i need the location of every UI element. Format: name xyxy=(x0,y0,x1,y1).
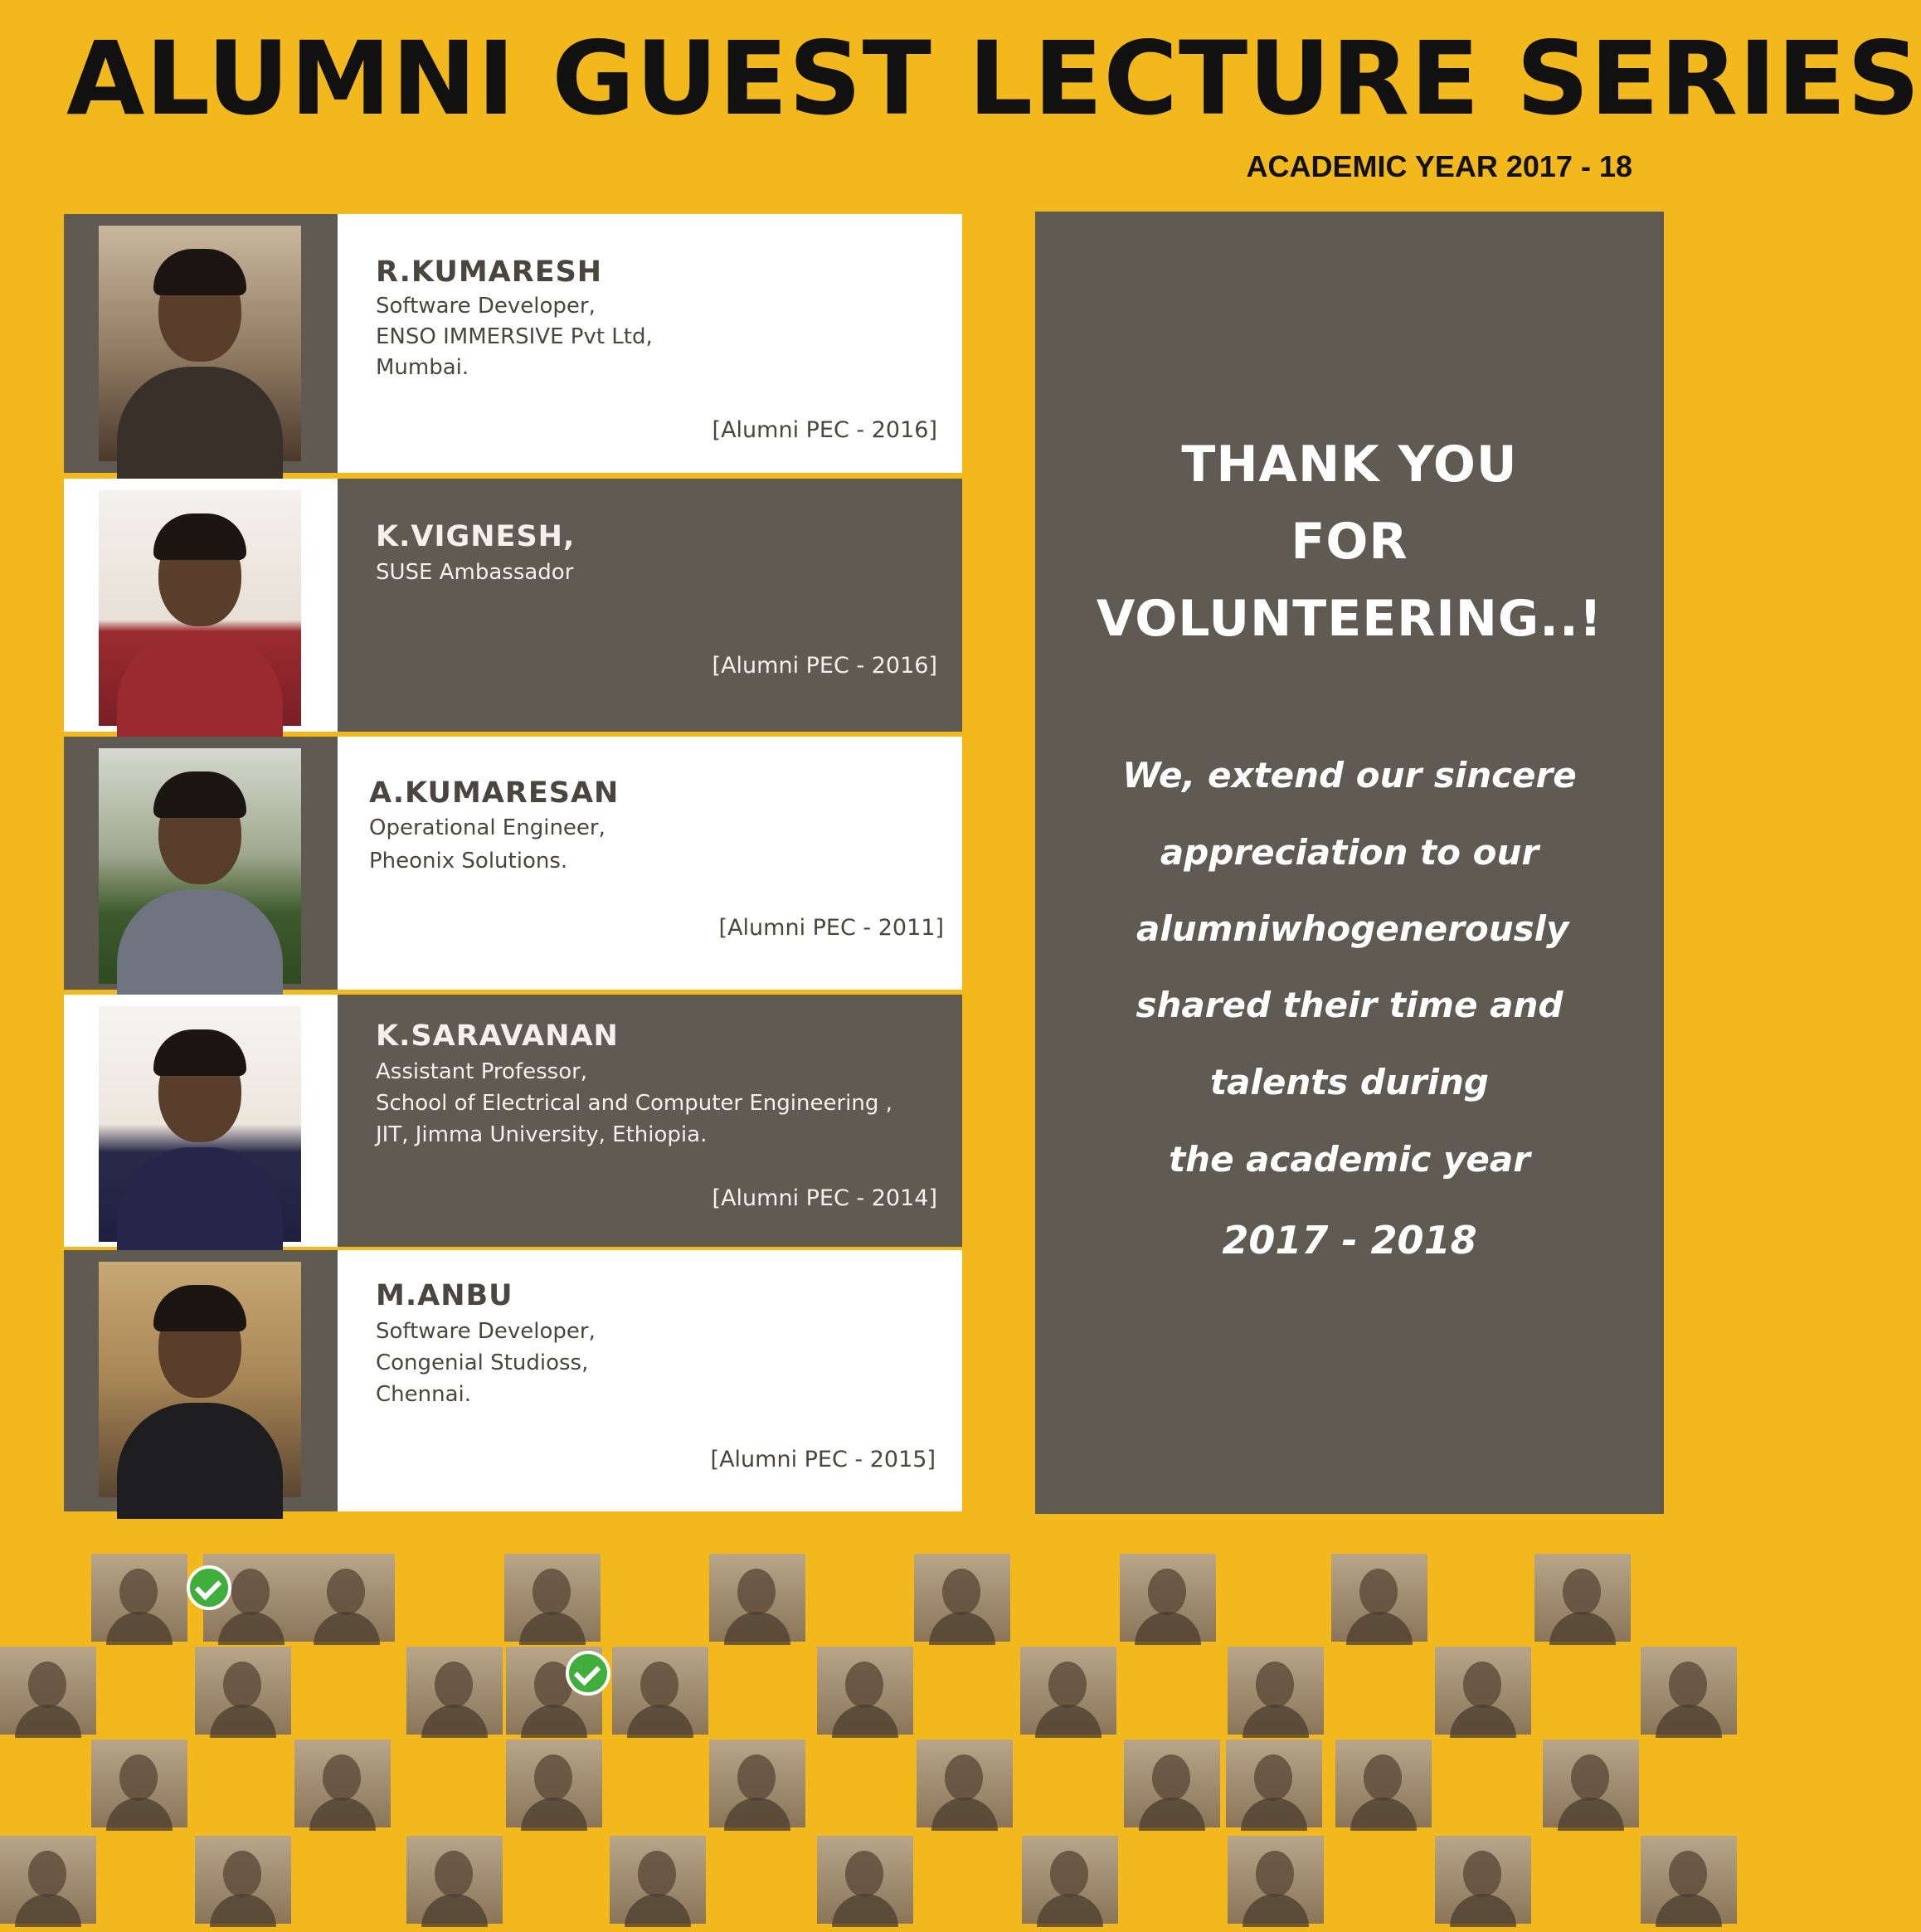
collage-photo xyxy=(0,1836,96,1924)
alumni-name: K.VIGNESH, xyxy=(376,520,576,553)
alumni-name: A.KUMARESAN xyxy=(369,776,620,810)
collage-photo xyxy=(612,1647,708,1735)
appreciation-text: We, extend our sincere xyxy=(1122,755,1577,796)
thank-you-heading: FOR xyxy=(1291,513,1408,571)
alumni-detail: Software Developer, xyxy=(376,1319,596,1344)
alumni-photo xyxy=(99,748,301,984)
alumni-card xyxy=(64,1250,962,1511)
alumni-detail: School of Electrical and Computer Engineering , xyxy=(376,1091,892,1116)
alumni-detail: Congenial Studioss, xyxy=(376,1350,589,1375)
collage-photo xyxy=(1435,1836,1531,1924)
collage-photo xyxy=(1022,1836,1118,1924)
alumni-detail: JIT, Jimma University, Ethiopia. xyxy=(376,1122,708,1147)
collage-photo xyxy=(1020,1647,1116,1735)
thank-you-panel xyxy=(1035,212,1664,1514)
collage-photo xyxy=(91,1740,187,1827)
collage-photo xyxy=(91,1554,187,1642)
collage-photo xyxy=(709,1554,805,1642)
collage-photo xyxy=(1543,1740,1639,1827)
alumni-card xyxy=(64,995,962,1247)
thank-you-heading: THANK YOU xyxy=(1181,436,1518,494)
appreciation-year: 2017 - 2018 xyxy=(1222,1218,1477,1263)
alumni-name: R.KUMARESH xyxy=(376,255,603,289)
collage-photo xyxy=(1335,1740,1432,1827)
appreciation-text: alumni who generously xyxy=(1136,908,1569,949)
collage-photo xyxy=(1120,1554,1216,1642)
thank-you-heading: VOLUNTEERING..! xyxy=(1096,590,1603,648)
collage-photo xyxy=(195,1647,291,1735)
alumni-detail: Assistant Professor, xyxy=(376,1059,588,1084)
alumni-batch: [Alumni PEC - 2011] xyxy=(718,915,944,941)
collage-photo xyxy=(195,1836,291,1924)
collage-photo xyxy=(914,1554,1010,1642)
alumni-card xyxy=(64,479,962,732)
alumni-detail: ENSO IMMERSIVE Pvt Ltd, xyxy=(376,324,653,349)
collage-photo xyxy=(817,1836,913,1924)
alumni-batch: [Alumni PEC - 2014] xyxy=(712,1185,937,1211)
alumni-photo xyxy=(99,226,301,461)
collage-photo xyxy=(294,1740,391,1827)
collage-photo xyxy=(1228,1836,1324,1924)
collage-photo xyxy=(1331,1554,1427,1642)
collage-photo xyxy=(0,1647,96,1735)
collage-photo xyxy=(610,1836,706,1924)
alumni-detail: Chennai. xyxy=(376,1382,472,1407)
collage-photo xyxy=(1228,1647,1324,1735)
collage-photo xyxy=(917,1740,1013,1827)
collage-photo xyxy=(1534,1554,1631,1642)
alumni-card xyxy=(64,214,962,473)
alumni-card xyxy=(64,737,962,990)
alumni-photo-collage xyxy=(0,1547,1722,1932)
collage-photo xyxy=(406,1836,503,1924)
collage-photo xyxy=(817,1647,913,1735)
page-title: ALUMNI GUEST LECTURE SERIES xyxy=(66,20,1921,138)
alumni-detail: Software Developer, xyxy=(376,294,596,319)
alumni-photo xyxy=(99,1262,301,1497)
appreciation-text: appreciation to our xyxy=(1160,832,1539,873)
alumni-photo xyxy=(99,490,301,726)
collage-photo xyxy=(506,1740,602,1827)
alumni-detail: Operational Engineer, xyxy=(369,815,605,840)
collage-photo xyxy=(1641,1647,1737,1735)
check-icon xyxy=(566,1651,610,1696)
appreciation-text: talents during xyxy=(1210,1062,1489,1102)
collage-photo xyxy=(299,1554,395,1642)
collage-photo xyxy=(1641,1836,1737,1924)
check-icon xyxy=(187,1565,231,1610)
collage-photo xyxy=(1124,1740,1220,1827)
appreciation-text: shared their time and xyxy=(1136,985,1564,1025)
collage-photo xyxy=(406,1647,503,1735)
academic-year: ACADEMIC YEAR 2017 - 18 xyxy=(1246,149,1632,183)
alumni-photo xyxy=(99,1006,301,1242)
collage-photo xyxy=(709,1740,805,1827)
alumni-detail: Mumbai. xyxy=(376,355,469,380)
collage-photo xyxy=(1226,1740,1322,1827)
alumni-batch: [Alumni PEC - 2016] xyxy=(712,417,937,443)
collage-photo xyxy=(1435,1647,1531,1735)
appreciation-text: the academic year xyxy=(1169,1139,1530,1180)
collage-photo xyxy=(504,1554,601,1642)
alumni-name: K.SARAVANAN xyxy=(376,1020,619,1053)
alumni-detail: Pheonix Solutions. xyxy=(369,849,568,874)
alumni-name: M.ANBU xyxy=(376,1279,513,1312)
alumni-batch: [Alumni PEC - 2016] xyxy=(712,653,937,679)
alumni-batch: [Alumni PEC - 2015] xyxy=(710,1447,936,1472)
alumni-detail: SUSE Ambassador xyxy=(376,560,574,585)
